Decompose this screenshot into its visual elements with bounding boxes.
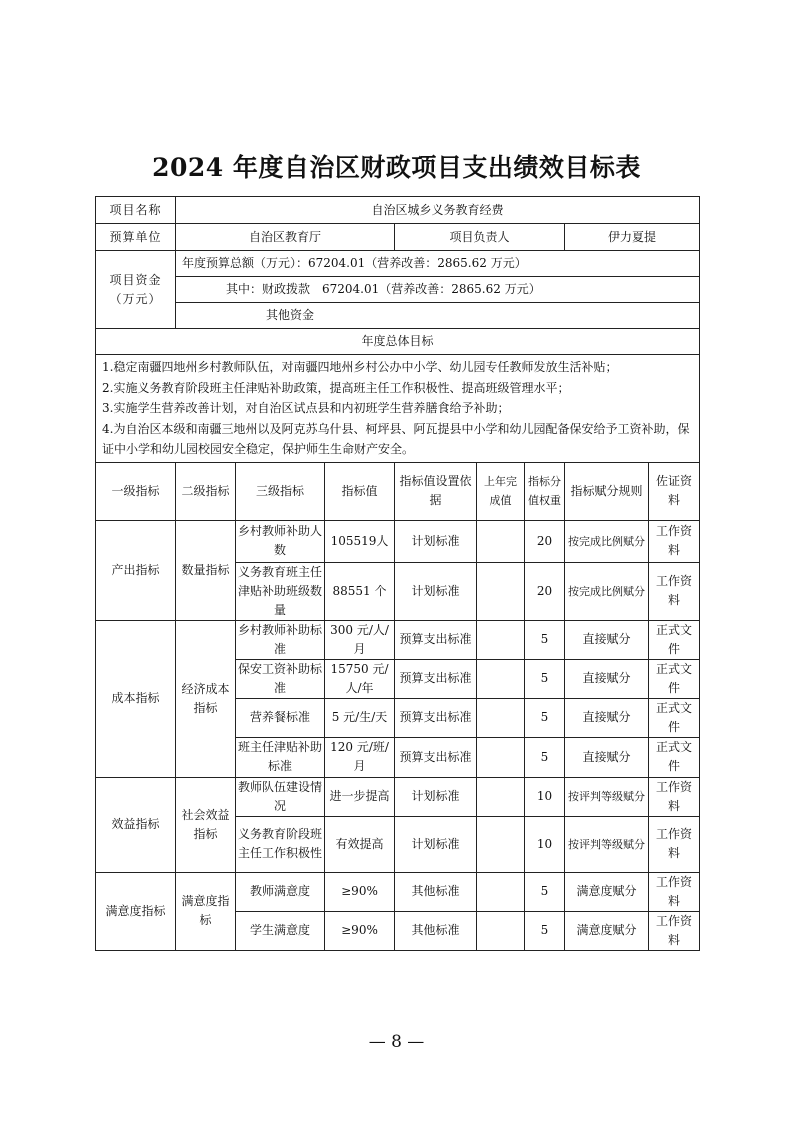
page-title: 2024 年度自治区财政项目支出绩效目标表 <box>152 153 641 182</box>
rule-cell: 直接赋分 <box>565 698 649 737</box>
objective-item: 1.稳定南疆四地州乡村教师队伍，对南疆四地州乡村公办中小学、幼儿园专任教师发放生活补贴； <box>102 360 618 374</box>
weight-cell: 5 <box>525 620 565 659</box>
page-number: — 8 — <box>368 1032 425 1052</box>
last-year-cell <box>477 620 525 659</box>
header-cell: 三级指标 <box>236 462 325 520</box>
evidence-cell: 工作资料 <box>649 777 700 816</box>
value-cell: 5 元/生/天 <box>325 698 395 737</box>
last-year-cell <box>477 911 525 950</box>
last-year-cell <box>477 659 525 698</box>
rule-cell: 满意度赋分 <box>565 911 649 950</box>
value-cell: 进一步提高 <box>325 777 395 816</box>
weight-cell: 10 <box>525 816 565 872</box>
basis-cell: 计划标准 <box>395 520 477 562</box>
level2-cell: 数量指标 <box>176 520 236 620</box>
value-cell: 88551 个 <box>325 562 395 620</box>
objective-item: 2.实施义务教育阶段班主任津贴补助政策，提高班主任工作积极性、提高班级管理水平； <box>102 380 570 395</box>
rule-cell: 满意度赋分 <box>565 872 649 911</box>
header-cell: 佐证资料 <box>649 462 700 520</box>
performance-table-wrapper <box>95 196 699 951</box>
budget-unit-value: 自治区教育厅 <box>176 224 395 251</box>
indicator-section <box>96 462 700 950</box>
value-cell: 105519人 <box>325 520 395 562</box>
basis-cell: 预算支出标准 <box>395 698 477 737</box>
evidence-cell: 工作资料 <box>649 816 700 872</box>
project-name-value: 自治区城乡义务教育经费 <box>176 197 700 224</box>
rule-cell: 直接赋分 <box>565 737 649 777</box>
level1-cell: 满意度指标 <box>96 872 176 950</box>
basis-cell: 计划标准 <box>395 816 477 872</box>
basis-cell: 计划标准 <box>395 777 477 816</box>
funds-fiscal: 其中：财政拨款 67204.01（营养改善：2865.62 万元） <box>176 277 700 303</box>
level3-cell: 营养餐标准 <box>236 698 325 737</box>
header-cell: 指标值设置依据 <box>395 462 477 520</box>
weight-cell: 5 <box>525 659 565 698</box>
basis-cell: 其他标准 <box>395 872 477 911</box>
objectives-list <box>96 355 700 463</box>
level3-cell: 班主任津贴补助标准 <box>236 737 325 777</box>
objective-item: 4.为自治区本级和南疆三地州以及阿克苏乌什县、柯坪县、阿瓦提县中小学和幼儿园配备保安给予工资补助，保证中小学和幼儿园校园安全稳定，保护师生生命财产安全。 <box>102 421 690 456</box>
level3-cell: 学生满意度 <box>236 911 325 950</box>
leader-value: 伊力夏提 <box>565 224 700 251</box>
level3-cell: 保安工资补助标准 <box>236 659 325 698</box>
last-year-cell <box>477 777 525 816</box>
funds-label-line2: （万元） <box>109 291 162 306</box>
header-cell: 上年完成值 <box>477 462 525 520</box>
evidence-cell: 工作资料 <box>649 911 700 950</box>
header-cell: 二级指标 <box>176 462 236 520</box>
rule-cell: 按完成比例赋分 <box>565 562 649 620</box>
weight-cell: 5 <box>525 698 565 737</box>
value-cell: 300 元/人/月 <box>325 620 395 659</box>
basis-cell: 预算支出标准 <box>395 737 477 777</box>
funds-total: 年度预算总额（万元）：67204.01（营养改善：2865.62 万元） <box>176 251 700 277</box>
rule-cell: 按评判等级赋分 <box>565 816 649 872</box>
level3-cell: 教师队伍建设情况 <box>236 777 325 816</box>
objectives-header: 年度总体目标 <box>96 329 700 355</box>
weight-cell: 10 <box>525 777 565 816</box>
value-cell: 有效提高 <box>325 816 395 872</box>
evidence-cell: 工作资料 <box>649 872 700 911</box>
last-year-cell <box>477 562 525 620</box>
level3-cell: 乡村教师补助人数 <box>236 520 325 562</box>
rule-cell: 直接赋分 <box>565 620 649 659</box>
header-cell: 指标分值权重 <box>525 462 565 520</box>
level3-cell: 乡村教师补助标准 <box>236 620 325 659</box>
objective-item: 3.实施学生营养改善计划，对自治区试点县和内初班学生营养膳食给予补助； <box>102 401 510 415</box>
weight-cell: 5 <box>525 872 565 911</box>
indicator-row <box>96 520 700 562</box>
level3-cell: 义务教育班主任津贴补助班级数量 <box>236 562 325 620</box>
value-cell: ≥90% <box>325 911 395 950</box>
evidence-cell: 工作资料 <box>649 520 700 562</box>
level2-cell: 满意度指标 <box>176 872 236 950</box>
basis-cell: 计划标准 <box>395 562 477 620</box>
funds-other: 其他资金 <box>176 303 700 329</box>
indicator-header-row <box>96 462 700 520</box>
evidence-cell: 工作资料 <box>649 562 700 620</box>
evidence-cell: 正式文件 <box>649 698 700 737</box>
weight-cell: 20 <box>525 562 565 620</box>
level2-cell: 经济成本指标 <box>176 620 236 777</box>
rule-cell: 按评判等级赋分 <box>565 777 649 816</box>
value-cell: 15750 元/人/年 <box>325 659 395 698</box>
basis-cell: 预算支出标准 <box>395 659 477 698</box>
leader-label: 项目负责人 <box>395 224 565 251</box>
basis-cell: 其他标准 <box>395 911 477 950</box>
level3-cell: 教师满意度 <box>236 872 325 911</box>
performance-table <box>95 196 700 951</box>
last-year-cell <box>477 520 525 562</box>
weight-cell: 5 <box>525 737 565 777</box>
indicator-row <box>96 620 700 659</box>
basis-cell: 预算支出标准 <box>395 620 477 659</box>
level3-cell: 义务教育阶段班主任工作积极性 <box>236 816 325 872</box>
last-year-cell <box>477 816 525 872</box>
header-cell: 一级指标 <box>96 462 176 520</box>
header-cell: 指标赋分规则 <box>565 462 649 520</box>
last-year-cell <box>477 737 525 777</box>
last-year-cell <box>477 698 525 737</box>
project-name-label: 项目名称 <box>96 197 176 224</box>
funds-label <box>96 251 176 329</box>
info-section <box>96 197 700 463</box>
funds-label-line1: 项目资金 <box>109 272 162 287</box>
header-cell: 指标值 <box>325 462 395 520</box>
last-year-cell <box>477 872 525 911</box>
evidence-cell: 正式文件 <box>649 620 700 659</box>
indicator-row <box>96 777 700 816</box>
level1-cell: 成本指标 <box>96 620 176 777</box>
value-cell: 120 元/班/月 <box>325 737 395 777</box>
value-cell: ≥90% <box>325 872 395 911</box>
level1-cell: 效益指标 <box>96 777 176 872</box>
indicator-row <box>96 872 700 911</box>
evidence-cell: 正式文件 <box>649 659 700 698</box>
rule-cell: 直接赋分 <box>565 659 649 698</box>
evidence-cell: 正式文件 <box>649 737 700 777</box>
weight-cell: 5 <box>525 911 565 950</box>
level2-cell: 社会效益指标 <box>176 777 236 872</box>
rule-cell: 按完成比例赋分 <box>565 520 649 562</box>
budget-unit-label: 预算单位 <box>96 224 176 251</box>
weight-cell: 20 <box>525 520 565 562</box>
level1-cell: 产出指标 <box>96 520 176 620</box>
